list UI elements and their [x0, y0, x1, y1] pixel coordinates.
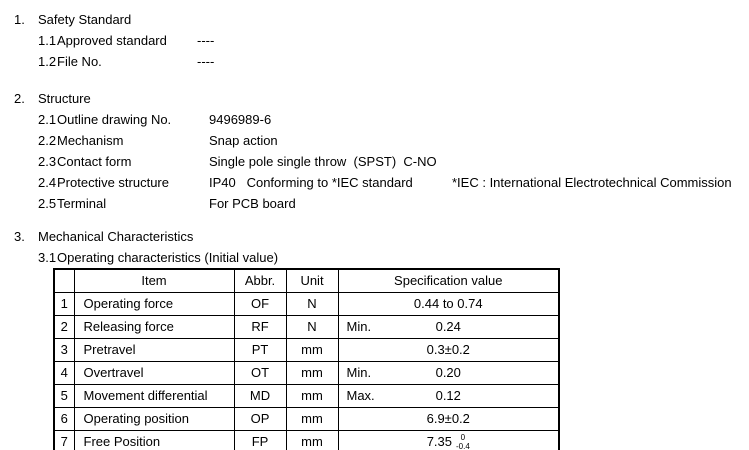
spec-qualifier: Min.	[346, 365, 372, 380]
item-number: 2.4	[38, 175, 57, 190]
item-label: File No.	[57, 54, 102, 69]
row-number-cell: 1	[54, 293, 74, 316]
row-number-cell: 7	[54, 431, 74, 450]
item-number: 2.5	[38, 196, 57, 211]
spec-qualifier: Min.	[346, 319, 372, 334]
section-mechanical-characteristics	[0, 226, 749, 450]
unit-cell: mm	[286, 339, 338, 362]
spec-qualifier: Max.	[346, 388, 375, 403]
spec-line-terminal	[38, 193, 749, 214]
subsection-operating-characteristics	[38, 247, 749, 268]
item-label: Outline drawing No.	[57, 112, 172, 127]
item-cell: Overtravel	[74, 362, 234, 385]
section-title: Safety Standard	[38, 12, 132, 27]
item-label: Protective structure	[57, 175, 169, 190]
unit-cell: mm	[286, 431, 338, 450]
item-value: Single pole single throw (SPST) C-NO	[209, 154, 437, 169]
abbr-cell: MD	[234, 385, 286, 408]
spec-value-cell	[338, 339, 559, 362]
section-heading	[14, 226, 749, 247]
unit-cell: mm	[286, 362, 338, 385]
spec-value-cell	[338, 293, 559, 316]
table-row	[54, 362, 559, 385]
item-number: 1.1	[38, 33, 57, 48]
spec-value: 0.20	[435, 365, 461, 380]
spec-value: 6.9±0.2	[426, 411, 470, 426]
unit-cell: N	[286, 316, 338, 339]
operating-characteristics-table	[53, 268, 560, 450]
subsection-title: Operating characteristics (Initial value)	[57, 250, 279, 265]
header-unit: Unit	[286, 269, 338, 293]
item-cell: Pretravel	[74, 339, 234, 362]
item-number: 2.3	[38, 154, 57, 169]
table-row	[54, 316, 559, 339]
item-value: 9496989-6	[209, 112, 272, 127]
subsection-number: 3.1	[38, 250, 57, 265]
spec-line-outline-drawing-no	[38, 109, 749, 130]
table-row	[54, 431, 559, 450]
item-cell: Movement differential	[74, 385, 234, 408]
tolerance-upper: 0	[460, 432, 466, 442]
spec-line-file-no	[38, 51, 749, 72]
abbr-cell: FP	[234, 431, 286, 450]
item-value: Snap action	[209, 133, 278, 148]
table-row	[54, 385, 559, 408]
item-value: For PCB board	[209, 196, 296, 211]
section-safety-standard	[0, 9, 749, 72]
spec-value-cell	[338, 316, 559, 339]
row-number-cell: 6	[54, 408, 74, 431]
header-row-number	[54, 269, 74, 293]
spec-value: 0.44 to 0.74	[413, 296, 483, 311]
table-row	[54, 293, 559, 316]
abbr-cell: RF	[234, 316, 286, 339]
table-header-row	[54, 269, 559, 293]
spec-value: 7.35	[426, 434, 452, 449]
section-number: 1.	[14, 12, 25, 27]
spec-value-cell	[338, 362, 559, 385]
row-number-cell: 2	[54, 316, 74, 339]
section-title: Mechanical Characteristics	[38, 229, 194, 244]
spec-value: 0.12	[435, 388, 461, 403]
section-number: 2.	[14, 91, 25, 106]
abbr-cell: OF	[234, 293, 286, 316]
spec-line-contact-form	[38, 151, 749, 172]
row-number-cell: 4	[54, 362, 74, 385]
header-item: Item	[74, 269, 234, 293]
spec-line-approved-standard	[38, 30, 749, 51]
iec-note: *IEC : International Electrotechnical Commission	[452, 175, 732, 190]
item-label: Mechanism	[57, 133, 124, 148]
header-spec-value: Specification value	[338, 269, 559, 293]
header-abbr: Abbr.	[234, 269, 286, 293]
item-number: 2.1	[38, 112, 57, 127]
item-cell: Releasing force	[74, 316, 234, 339]
item-value: ----	[197, 54, 215, 69]
section-heading	[14, 88, 749, 109]
spec-value-cell	[338, 431, 559, 450]
row-number-cell: 3	[54, 339, 74, 362]
item-value: ----	[197, 33, 215, 48]
section-title: Structure	[38, 91, 91, 106]
item-value: IP40 Conforming to *IEC standard	[209, 175, 413, 190]
spec-value: 0.24	[435, 319, 461, 334]
item-label: Terminal	[57, 196, 107, 211]
item-cell: Operating position	[74, 408, 234, 431]
section-number: 3.	[14, 229, 25, 244]
row-number-cell: 5	[54, 385, 74, 408]
table-row	[54, 408, 559, 431]
table-row	[54, 339, 559, 362]
unit-cell: N	[286, 293, 338, 316]
item-label: Contact form	[57, 154, 132, 169]
item-label: Approved standard	[57, 33, 167, 48]
abbr-cell: OT	[234, 362, 286, 385]
abbr-cell: PT	[234, 339, 286, 362]
unit-cell: mm	[286, 408, 338, 431]
item-cell: Free Position	[74, 431, 234, 450]
abbr-cell: OP	[234, 408, 286, 431]
section-structure	[0, 88, 749, 214]
item-cell: Operating force	[74, 293, 234, 316]
spec-value-cell	[338, 385, 559, 408]
tolerance-stack	[456, 433, 470, 450]
unit-cell: mm	[286, 385, 338, 408]
tolerance-lower: -0.4	[456, 441, 470, 450]
item-number: 2.2	[38, 133, 57, 148]
spec-line-protective-structure	[38, 172, 749, 193]
spec-value-cell	[338, 408, 559, 431]
spec-line-mechanism	[38, 130, 749, 151]
item-number: 1.2	[38, 54, 57, 69]
spec-value: 0.3±0.2	[426, 342, 470, 357]
section-heading	[14, 9, 749, 30]
